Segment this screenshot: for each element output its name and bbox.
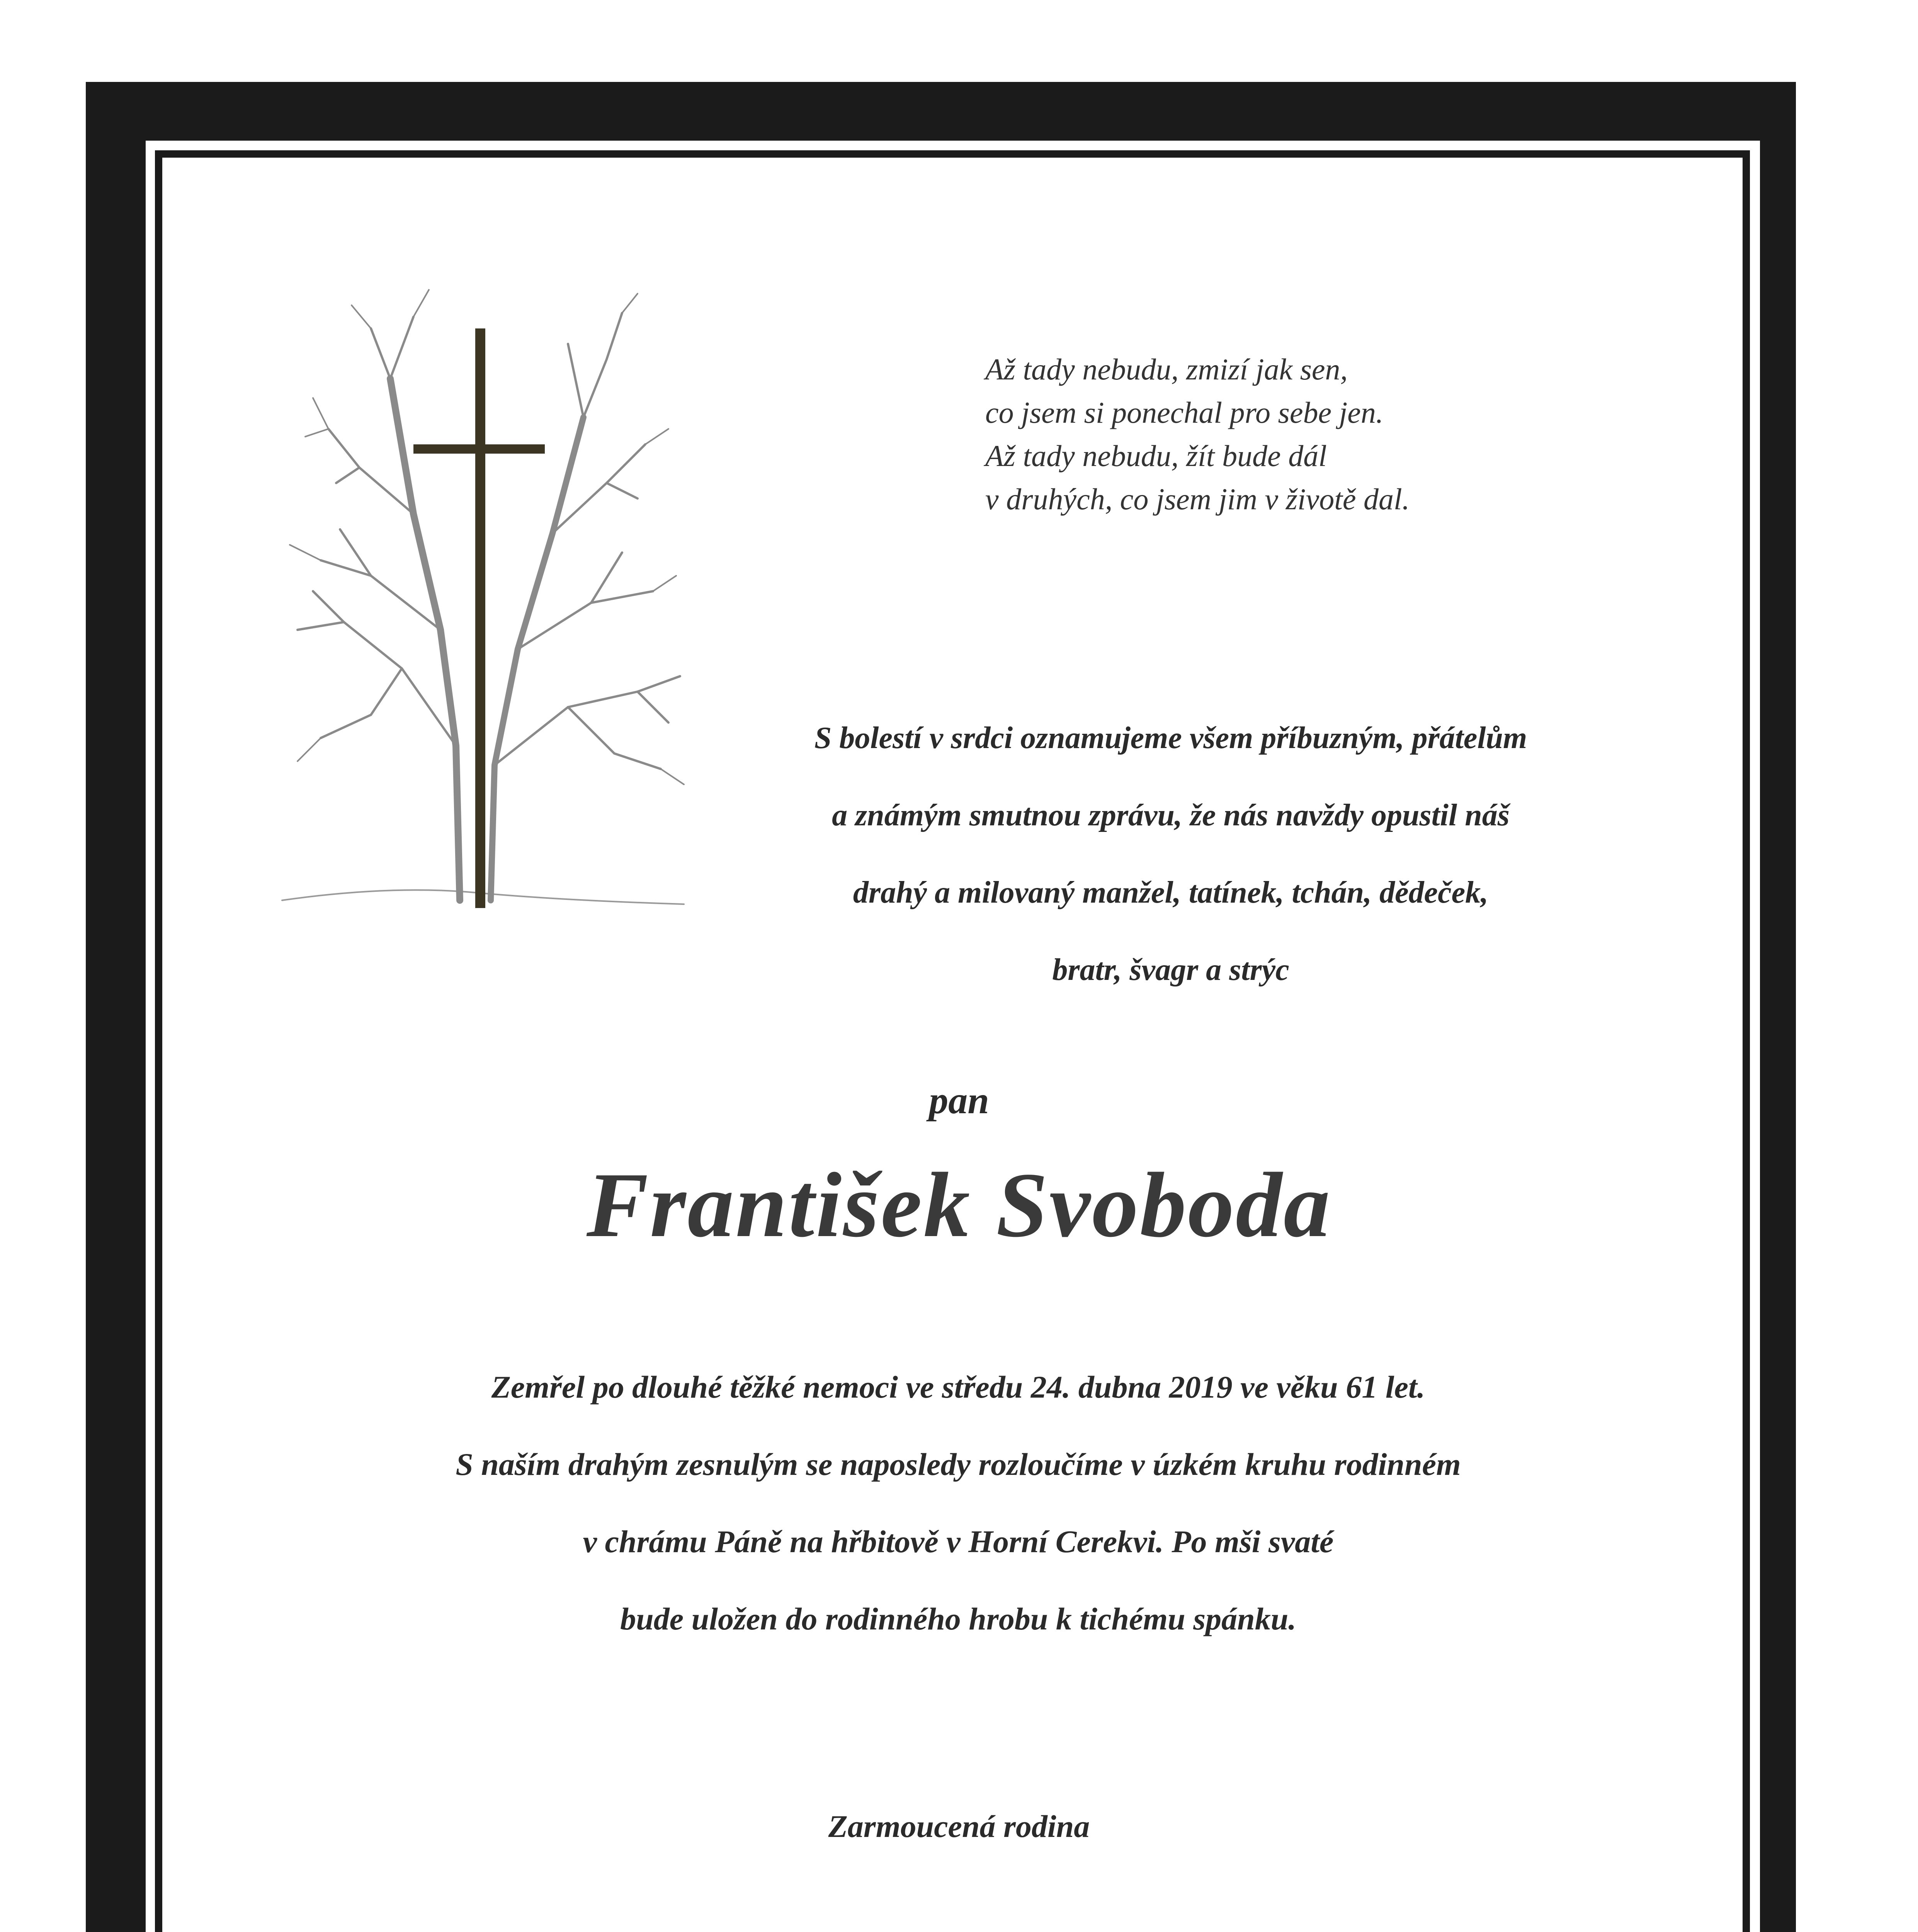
tree-with-cross-illustration xyxy=(274,282,692,923)
details-line: S naším drahým zesnulým se naposledy rozloučíme v úzkém kruhu rodinném xyxy=(456,1447,1461,1482)
signature: Zarmoucená rodina xyxy=(828,1809,1090,1844)
title-prefix: pan xyxy=(929,1079,989,1122)
poem-line: v druhých, co jsem jim v životě dal. xyxy=(985,482,1410,516)
announcement-line: S bolestí v srdci oznamujeme všem příbuzným, přátelům xyxy=(814,721,1527,755)
deceased-name: František Svoboda xyxy=(586,1153,1332,1256)
poem-line: co jsem si ponechal pro sebe jen. xyxy=(985,396,1384,429)
announcement xyxy=(707,715,1634,1024)
announcement-line: a známým smutnou zprávu, že nás navždy opustil náš xyxy=(832,798,1510,832)
poem xyxy=(985,348,1758,521)
announcement-line: drahý a milovaný manžel, tatínek, tchán, dědeček, xyxy=(853,876,1489,910)
details-line: v chrámu Páně na hřbitově v Horní Cerekvi. Po mši svaté xyxy=(583,1524,1334,1559)
funeral-details xyxy=(232,1364,1685,1673)
poem-line: Až tady nebudu, zmizí jak sen, xyxy=(985,352,1348,386)
poem-line: Až tady nebudu, žít bude dál xyxy=(985,439,1327,473)
announcement-line: bratr, švagr a strýc xyxy=(1052,953,1289,987)
details-line: Zemřel po dlouhé těžké nemoci ve středu 24. dubna 2019 ve věku 61 let. xyxy=(491,1369,1425,1405)
details-line: bude uložen do rodinného hrobu k tichému spánku. xyxy=(620,1601,1296,1636)
